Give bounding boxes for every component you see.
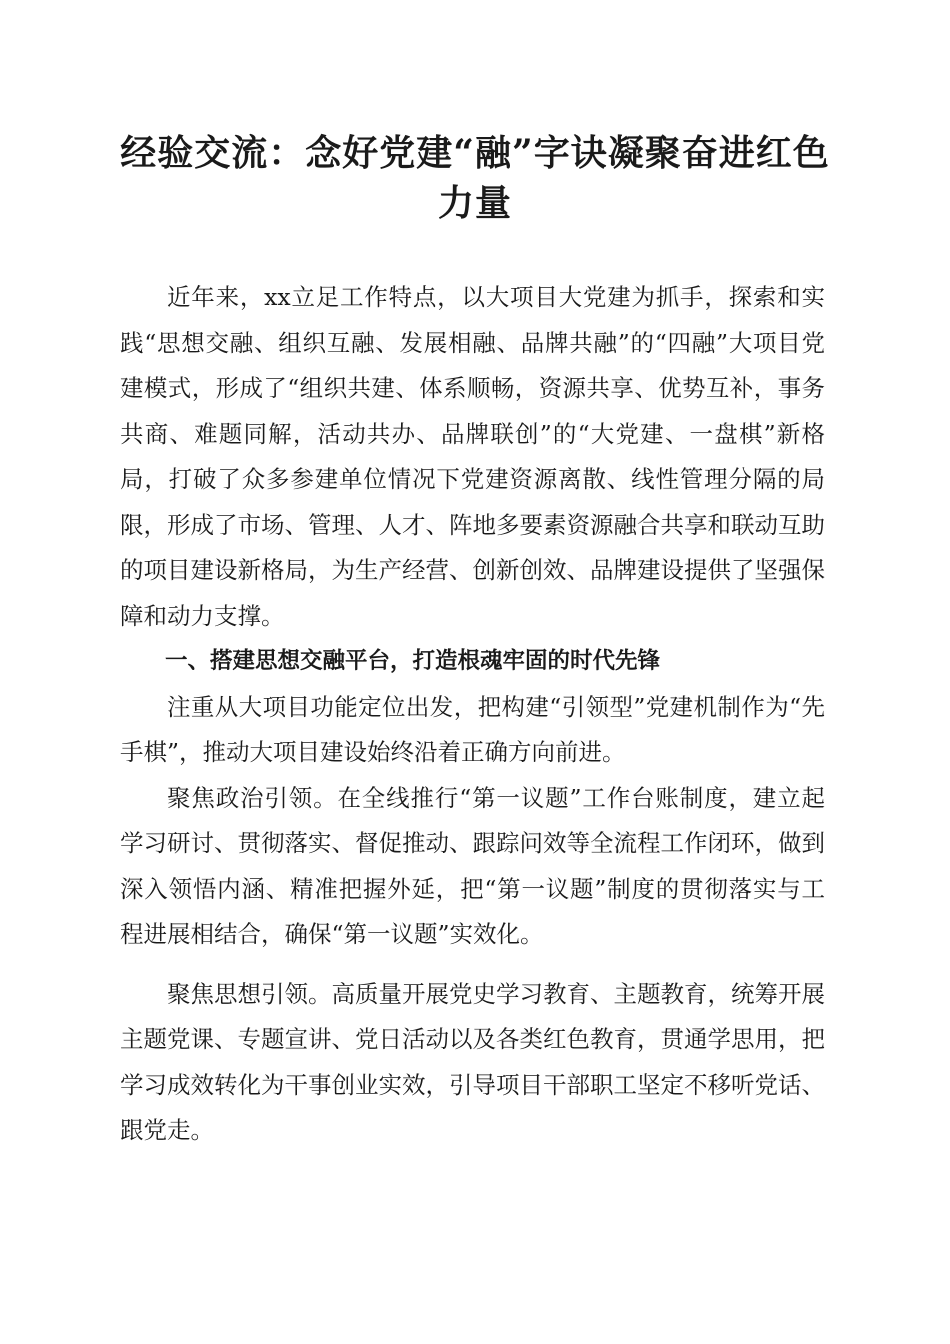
document-body bbox=[120, 275, 825, 1154]
title-line-2: 力量 bbox=[437, 182, 512, 224]
intro-paragraph: 近年来，xx立足工作特点，以大项目大党建为抓手，探索和实践“思想交融、组织互融、发展相融、品牌共融”的“四融”大项目党建模式，形成了“组织共建、体系顺畅，资源共享、优势互补，事务共商、难题同解，活动共办、品牌联创”的“大党建、一盘棋”新格局，打破了众多参建单位情况下党建资源离散、线性管理分隔的局限，形成了市场、管理、人才、阵地多要素资源融合共享和联动互助的项目建设新格局，为生产经营、创新创效、品牌建设提供了坚强保障和动力支撑。 bbox=[120, 283, 825, 630]
section-intro-paragraph: 注重从大项目功能定位出发，把构建“引领型”党建机制作为“先手棋”，推动大项目建设始终沿着正确方向前进。 bbox=[120, 692, 825, 766]
political-guidance-paragraph: 聚焦政治引领。在全线推行“第一议题”工作台账制度，建立起学习研讨、贯彻落实、督促推动、跟踪问效等全流程工作闭环，做到深入领悟内涵、精准把握外延，把“第一议题”制度的贯彻落实与工程进展相结合，确保“第一议题”实效化。 bbox=[120, 783, 825, 948]
ideological-guidance-paragraph: 聚焦思想引领。高质量开展党史学习教育、主题教育，统筹开展主题党课、专题宣讲、党日活动以及各类红色教育，贯通学思用，把学习成效转化为干事创业实效，引导项目干部职工坚定不移听党话、跟党走。 bbox=[120, 979, 825, 1144]
document-title bbox=[110, 128, 840, 228]
title-line-1: 经验交流：念好党建“融”字诀凝聚奋进红色 bbox=[120, 132, 830, 174]
section-heading: 一、搭建思想交融平台，打造根魂牢固的时代先锋 bbox=[165, 648, 661, 674]
